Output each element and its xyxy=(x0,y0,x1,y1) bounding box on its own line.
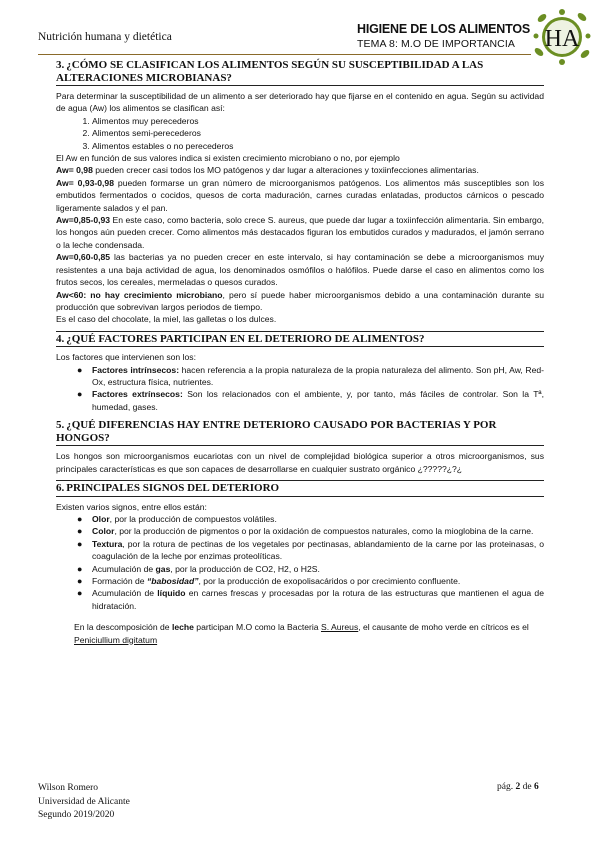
s6-closing: En la descomposición de leche participan M.O como la Bacteria S. Aureus, el causante de moho verde en cítricos es el Peniciullium digitatum xyxy=(74,622,529,645)
logo-text: HA xyxy=(544,26,580,52)
list-item: 3. Alimentos estables o no perecederos xyxy=(92,140,544,152)
list-item: ● Color, por la producción de pigmentos o por la oxidación de compuestos naturales, como la mioglobina de la carne. xyxy=(77,526,534,537)
list-item: ● Olor, por la producción de compuestos volátiles. xyxy=(77,513,277,524)
footer-info xyxy=(38,782,130,823)
list-item: ● Formación de “babosidad”, por la producción de exopolisacáridos o por crecimiento confluente. xyxy=(77,576,461,586)
document-subtitle: TEMA 8: M.O DE IMPORTANCIA xyxy=(357,38,515,50)
s6-intro: Existen varios signos, entre ellos están: xyxy=(56,501,207,512)
term: Segundo 2019/2020 xyxy=(38,810,115,820)
list-item: ● Acumulación de gas, por la producción de CO2, H2, o H2S. xyxy=(77,563,320,574)
aw-below-60-paragraph: Aw<60: no hay crecimiento microbiano, pero sí puede haber microorganismos debido a una contaminación durante su producción que sobrevivan largos periodos de tiempo. xyxy=(56,289,544,312)
list-item: ● Factores intrínsecos: hacen referencia a la propia naturaleza de la propia naturaleza del alimento. Son pH, Aw, Red-Ox, estructura física, nutrientes. xyxy=(77,364,544,388)
list-item: 2. Alimentos semi-perecederos xyxy=(92,127,544,139)
university: Universidad de Alicante xyxy=(38,796,130,807)
signs-list xyxy=(56,513,544,612)
perishability-list xyxy=(56,115,544,152)
aw-085-093-paragraph: Aw=0,85-0,93 En este caso, como bacteria, solo crece S. aureus, que puede dar lugar a toxiinfección alimentaria. Sin embargo, los hongos aún pueden crecer. Como alimentos más destacados figuran los embutidos curados y madurados, el jamón serrano o la leche condensada. xyxy=(56,215,544,250)
s5-text: Los hongos son microorganismos eucariotas con un nivel de complejidad biológica superior a otros microorganismos, sus principales características es que son capaces de desarrollarse en cualquier sustrato orgánico ¿?????¿?¿ xyxy=(56,451,544,474)
aw-examples: Es el caso del chocolate, la miel, las galletas o los dulces. xyxy=(56,314,277,325)
aw-093-098-paragraph: Aw= 0,93-0,98 pueden formarse un gran número de microorganismos patógenos. Los alimentos más susceptibles son los embutidos fermentados o cocidos, quesos de corta maduración, carnes curadas enlatadas, productos cárnicos o pescado ligeramente salados y el pan. xyxy=(56,177,544,213)
course-name: Nutrición humana y dietética xyxy=(38,31,172,43)
list-item: ● Textura, por la rotura de pectinas de los vegetales por pectinasas, ablandamiento de la carne por las proteinasas, o coagulación de la leche por enzimas proteolíticas. xyxy=(77,538,544,562)
section-6-heading: 6. PRINCIPALES SIGNOS DEL DETERIORO xyxy=(56,480,544,497)
aw-060-085-paragraph: Aw=0,60-0,85 las bacterias ya no pueden crecer en este intervalo, si hay contaminación se debe a microorganismos muy resistentes a una baja actividad de agua, los denominados osmófilos o halófilos. Puede darse el caso en alimentos como los frutos secos, los cereales, mermeladas o quesos curados. xyxy=(56,252,544,288)
s3-intro: Para determinar la susceptibilidad de un alimento a ser deteriorado hay que fijarse en el contenido en agua. Según su actividad de agua (Aw) los alimentos se clasifican así: xyxy=(56,91,544,114)
main-content xyxy=(56,58,544,646)
factors-list xyxy=(56,364,544,414)
author: Wilson Romero xyxy=(38,783,99,793)
header-rule xyxy=(38,54,531,55)
list-item: ● Acumulación de líquido en carnes frescas y procesadas por la rotura de las estructuras que mantienen el agua de hidratación. xyxy=(77,588,544,611)
aw-098-paragraph: Aw= 0,98 pueden crecer casi todos los MO patógenos y dar lugar a alteraciones y toxiinfecciones alimentarias. xyxy=(56,165,479,176)
section-4-heading: 4. ¿QUÉ FACTORES PARTICIPAN EN EL DETERIORO DE ALIMENTOS? xyxy=(56,331,544,348)
document-title: HIGIENE DE LOS ALIMENTOS xyxy=(357,22,530,36)
aw-intro: El Aw en función de sus valores indica si existen crecimiento microbiano o no, por ejemplo xyxy=(56,153,400,164)
list-item: ● Factores extrínsecos: Son los relacionados con el ambiente, y, por tanto, más fáciles de controlar. Son la Tª, humedad, gases. xyxy=(77,389,545,412)
s4-intro: Los factores que intervienen son los: xyxy=(56,352,196,363)
page-number: pág. 2 de 6 xyxy=(497,782,539,792)
list-item: 1. Alimentos muy perecederos xyxy=(92,115,544,127)
section-5-heading: 5. ¿QUÉ DIFERENCIAS HAY ENTRE DETERIORO CAUSADO POR BACTERIAS Y POR HONGOS? xyxy=(56,418,544,446)
section-3-heading: 3. ¿CÓMO SE CLASIFICAN LOS ALIMENTOS SEGÚN SU SUSCEPTIBILIDAD A LAS ALTERACIONES MICROBIANAS? xyxy=(56,58,544,86)
